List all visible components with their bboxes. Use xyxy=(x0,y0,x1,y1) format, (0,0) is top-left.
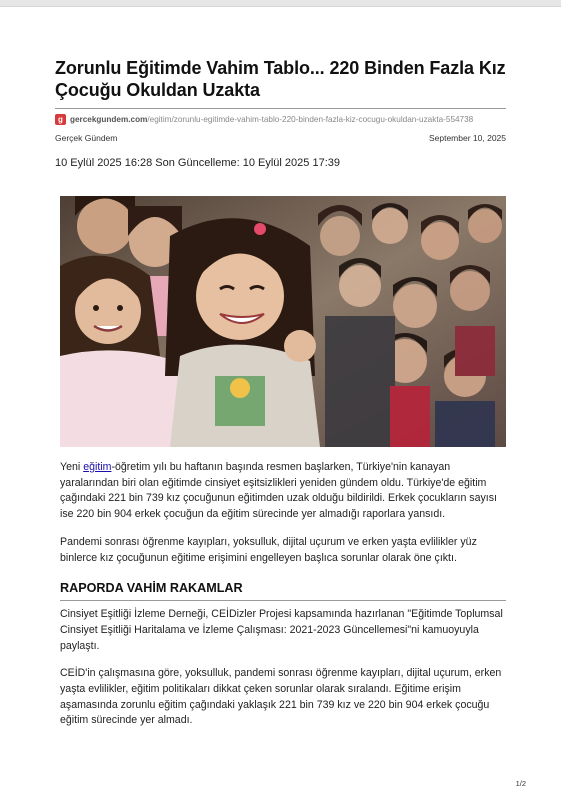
url-domain: gercekgundem.com xyxy=(70,115,148,124)
site-favicon-icon: g xyxy=(55,114,66,125)
paragraph-3: Cinsiyet Eşitliği İzleme Derneği, CEİDizler Projesi kapsamında hazırlanan "Eğitimde Toplumsal Cinsiyet Eşitliği Haritalama ve İzleme Çalışması: 2021-2023 Güncellemesi"ni kamuoyuyla paylaştı. xyxy=(60,608,503,652)
url-path: /egitim/zorunlu-egitimde-vahim-tablo-220-binden-fazla-kiz-cocugu-okuldan-uzakta-554738 xyxy=(147,115,474,124)
print-meta xyxy=(55,133,506,143)
egitim-link[interactable]: eğitim xyxy=(83,461,112,473)
section-heading: RAPORDA VAHİM RAKAMLAR xyxy=(60,581,506,601)
paragraph-1-rest: -öğretim yılı bu haftanın başında resmen başlarken, Türkiye'nin kanayan yaralarından biri olan eğitimde cinsiyet eşitsizlikleri yeniden gündem oldu. Türkiye'de eğitim çağındaki 221 bin 739 kız çocuğunun eğitimden uzak olduğu bildirildi. Erkek çocukların sayısı ise 220 bin 904 erkek çocuğun da eğitim sürecinde yer almadığı raporlara yansıdı. xyxy=(60,461,497,521)
article-title: Zorunlu Eğitimde Vahim Tablo... 220 Binden Fazla Kız Çocuğu Okuldan Uzakta xyxy=(55,58,506,100)
photo-of-schoolgirls-icon xyxy=(60,196,506,447)
source-name: Gerçek Gündem xyxy=(55,133,118,143)
hero-photo xyxy=(60,196,506,447)
paragraph-2: Pandemi sonrası öğrenme kayıpları, yoksulluk, dijital uçurum ve erken yaşta evlilikler yüz binlerce kız çocuğunun eğitime erişimini engelleyen başlıca sorunlar olarak öne çıktı. xyxy=(60,535,477,564)
paragraph-1 xyxy=(60,460,506,523)
published-date-line: 10 Eylül 2025 16:28 Son Güncelleme: 10 Eylül 2025 17:39 xyxy=(55,157,340,169)
article-body xyxy=(60,460,506,729)
source-url[interactable] xyxy=(55,108,506,125)
print-date: September 10, 2025 xyxy=(428,133,506,143)
paragraph-4: CEİD'in çalışmasına göre, yoksulluk, pandemi sonrası öğrenme kayıpları, dijital uçurum, erken yaşta evlilikler, eğitim politikaları dikkat çeken sorunlar olarak sıralandı. Eğitime erişim aşamasında zorunlu eğitim çağındaki yaklaşık 221 bin 739 kız ve 220 bin 904 erkek çocuğu eğitim sürecinde yer almadı. xyxy=(60,667,502,727)
article-page xyxy=(55,57,506,729)
page-number: 1/2 xyxy=(515,779,526,788)
paragraph-1-prefix: Yeni xyxy=(60,461,84,473)
browser-top-bar xyxy=(0,0,561,7)
